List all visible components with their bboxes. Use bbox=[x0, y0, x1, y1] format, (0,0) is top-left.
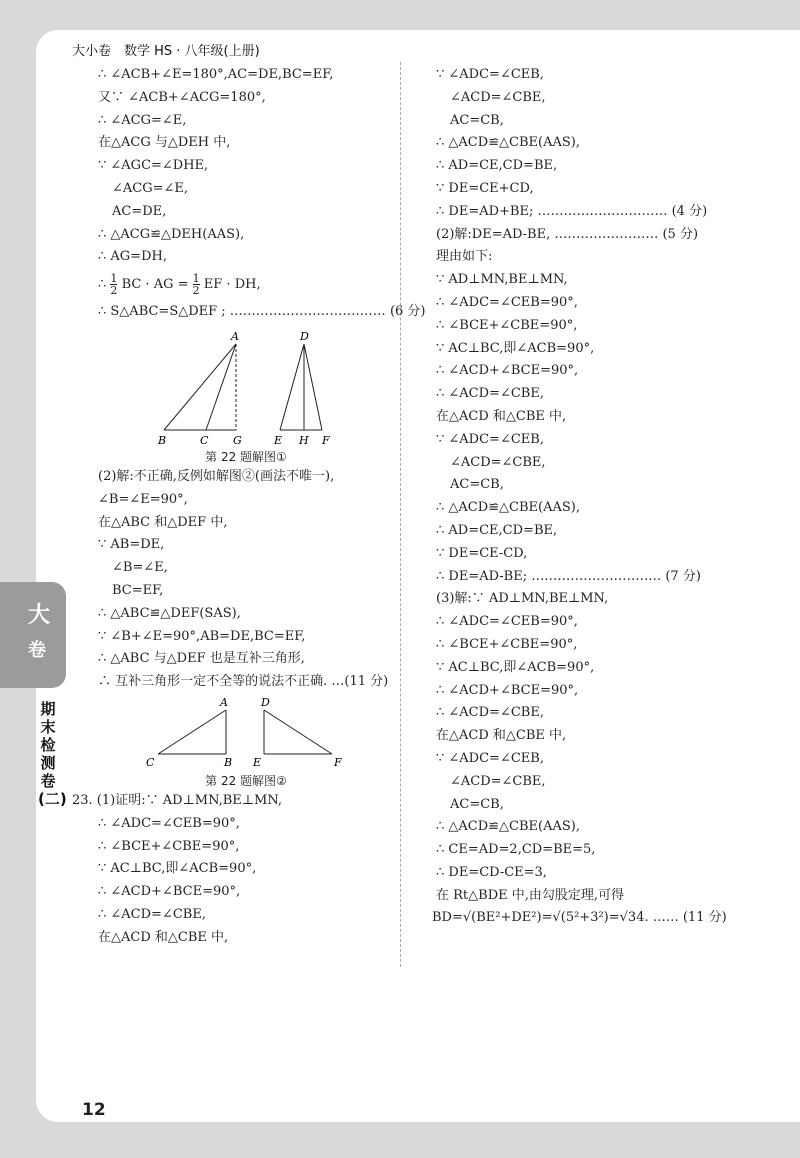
text-line: ∵ DE=CE-CD, bbox=[436, 545, 528, 561]
text-line: ∵ ∠ADC=∠CEB, bbox=[436, 750, 544, 766]
text-line: ∵ AD⊥MN,BE⊥MN, bbox=[436, 272, 568, 288]
text-line: (2)解:DE=AD-BE, …………………… (5 分) bbox=[436, 226, 699, 242]
text-line: ∴ △ABC 与△DEF 也是互补三角形, bbox=[98, 651, 305, 667]
text-line: ∴ AD=CE,CD=BE, bbox=[436, 158, 558, 174]
text-line: ∴ 互补三角形一定不全等的说法不正确. …(11 分) bbox=[98, 674, 389, 690]
text-line: ∵ DE=CE+CD, bbox=[436, 180, 534, 196]
fraction-middle: BC · AG = bbox=[121, 277, 189, 293]
text-line: ∴ ∠ACD+∠BCE=90°, bbox=[436, 682, 579, 698]
text-line: ∴ △ABC≌△DEF(SAS), bbox=[98, 605, 241, 621]
line-DF bbox=[304, 344, 322, 430]
text-line: ∴ DE=CD-CE=3, bbox=[436, 864, 547, 880]
figure-22-2-svg bbox=[98, 694, 394, 772]
text-line: ∴ ∠BCE+∠CBE=90°, bbox=[436, 317, 578, 333]
figure-22-1-svg bbox=[98, 324, 394, 448]
text-line: 在△ACD 和△CBE 中, bbox=[98, 929, 229, 945]
text-line: ∵ AB=DE, bbox=[98, 537, 165, 553]
column-divider bbox=[400, 62, 401, 967]
text-line: 在△ABC 和△DEF 中, bbox=[98, 514, 228, 530]
left-lines-c bbox=[72, 790, 394, 950]
label-B: B bbox=[158, 433, 167, 447]
page-header: 大小卷 数学 HS · 八年级(上册) bbox=[72, 44, 260, 59]
label-A: A bbox=[231, 329, 239, 343]
text-line: ∵ ∠AGC=∠DHE, bbox=[98, 158, 209, 174]
text-line: AC=CB, bbox=[450, 796, 504, 812]
text-line: 在△ACD 和△CBE 中, bbox=[436, 408, 567, 424]
fraction-half-2 bbox=[193, 273, 200, 296]
label-F: F bbox=[322, 433, 330, 447]
text-line: ∴ △ACG≌△DEH(AAS), bbox=[98, 226, 245, 242]
text-line: 在△ACD 和△CBE 中, bbox=[436, 728, 567, 744]
text-line: 理由如下: bbox=[436, 249, 493, 265]
side-tab-small-char: 卷 bbox=[28, 640, 46, 661]
text-line: ∵ ∠ADC=∠CEB, bbox=[436, 67, 544, 82]
left-column bbox=[72, 64, 426, 950]
text-line: ∴ DE=AD-BE; ………………………… (7 分) bbox=[436, 568, 701, 584]
label-B: B bbox=[224, 755, 233, 769]
right-column bbox=[432, 64, 780, 930]
text-line: ∴ ∠ACG=∠E, bbox=[98, 112, 187, 128]
fraction-prefix: ∴ bbox=[98, 277, 107, 293]
label-C: C bbox=[200, 433, 209, 447]
text-line: ∠ACD=∠CBE, bbox=[450, 89, 546, 105]
text-line: ∴ ∠BCE+∠CBE=90°, bbox=[436, 636, 578, 652]
left-lines-b bbox=[98, 466, 394, 694]
text-line: ∴ △ACD≌△CBE(AAS), bbox=[436, 500, 580, 516]
text-line: AC=CB, bbox=[450, 477, 504, 493]
text-line: ∴ ∠ADC=∠CEB=90°, bbox=[436, 614, 578, 630]
label-F: F bbox=[334, 755, 342, 769]
text-line: ∴ AD=CE,CD=BE, bbox=[436, 522, 558, 538]
line-DF bbox=[264, 710, 332, 754]
figure-22-2-caption: 第 22 题解图② bbox=[205, 773, 287, 788]
fraction-denominator: 2 bbox=[110, 284, 118, 298]
text-line: ∴ △ACD≌△CBE(AAS), bbox=[436, 135, 580, 151]
text-line: 在△ACG 与△DEH 中, bbox=[98, 135, 231, 151]
text-line: ∵ AC⊥BC,即∠ACB=90°, bbox=[436, 340, 595, 356]
text-line: ∴ ∠ACD+∠BCE=90°, bbox=[98, 884, 241, 900]
fraction-half-1 bbox=[110, 273, 117, 296]
text-line: (2)解:不正确,反例如解图②(画法不唯一), bbox=[98, 468, 335, 484]
area-equality-line: ∴ S△ABC=S△DEF ; ……………………………… (6 分) bbox=[98, 304, 426, 320]
label-H: H bbox=[299, 433, 309, 447]
left-lines-a bbox=[98, 64, 394, 269]
fraction-numerator: 1 bbox=[192, 272, 200, 286]
text-line: ∵ AC⊥BC,即∠ACB=90°, bbox=[98, 861, 257, 877]
text-line: AC=CB, bbox=[450, 112, 504, 128]
line-CA bbox=[206, 344, 236, 430]
label-D: D bbox=[261, 695, 270, 709]
figure-22-2 bbox=[98, 694, 394, 790]
text-line: ∠B=∠E=90°, bbox=[98, 491, 188, 507]
text-line: ∴ ∠BCE+∠CBE=90°, bbox=[98, 838, 240, 854]
text-line: ∴ △ACD≌△CBE(AAS), bbox=[436, 819, 580, 835]
text-line: (3)解:∵ AD⊥MN,BE⊥MN, bbox=[436, 591, 609, 607]
line-CA bbox=[158, 710, 226, 754]
fraction-denominator: 2 bbox=[192, 284, 200, 298]
text-line: ∵ ∠ADC=∠CEB, bbox=[436, 431, 544, 447]
text-line: ∴ ∠ACD+∠BCE=90°, bbox=[436, 363, 579, 379]
text-line: ∴ ∠ADC=∠CEB=90°, bbox=[98, 815, 240, 831]
side-tab-big-char: 大 bbox=[28, 603, 51, 628]
figure-22-1-caption: 第 22 题解图① bbox=[205, 449, 287, 464]
label-D: D bbox=[300, 329, 309, 343]
label-C: C bbox=[146, 755, 155, 769]
page-number: 12 bbox=[82, 1100, 106, 1120]
text-line: 在 Rt△BDE 中,由勾股定理,可得 bbox=[436, 887, 625, 903]
text-line: ∵ AC⊥BC,即∠ACB=90°, bbox=[436, 659, 595, 675]
label-A: A bbox=[220, 695, 228, 709]
side-vertical-title: 期末检测卷(二) bbox=[38, 700, 67, 808]
label-E: E bbox=[253, 755, 262, 769]
figure-22-1 bbox=[98, 324, 394, 466]
text-line: ∴ ∠ACB+∠E=180°,AC=DE,BC=EF, bbox=[98, 67, 334, 82]
label-G: G bbox=[233, 433, 242, 447]
text-line: ∵ ∠B+∠E=90°,AB=DE,BC=EF, bbox=[98, 628, 306, 644]
text-line: ∴ AG=DH, bbox=[98, 249, 167, 265]
text-line: ∴ ∠ADC=∠CEB=90°, bbox=[436, 294, 578, 310]
text-line: ∠ACD=∠CBE, bbox=[450, 454, 546, 470]
text-line: ∠ACG=∠E, bbox=[112, 180, 189, 196]
fraction-numerator: 1 bbox=[110, 272, 118, 286]
fraction-line bbox=[98, 269, 394, 301]
bd-result-line: BD=√(BE²+DE²)=√(5²+3²)=√34. …… (11 分) bbox=[432, 910, 727, 926]
line-DE bbox=[280, 344, 304, 430]
text-line: ∴ ∠ACD=∠CBE, bbox=[436, 386, 544, 402]
text-line: ∠B=∠E, bbox=[112, 560, 168, 576]
text-line: ∠ACD=∠CBE, bbox=[450, 773, 546, 789]
text-line: ∴ DE=AD+BE; ………………………… (4 分) bbox=[436, 203, 708, 219]
text-line: 又∵ ∠ACB+∠ACG=180°, bbox=[98, 89, 266, 105]
text-line: AC=DE, bbox=[112, 203, 167, 219]
text-line: ∴ CE=AD=2,CD=BE=5, bbox=[436, 842, 596, 858]
text-line: ∴ ∠ACD=∠CBE, bbox=[98, 906, 206, 922]
text-line: ∴ ∠ACD=∠CBE, bbox=[436, 705, 544, 721]
fraction-end: EF · DH, bbox=[203, 277, 261, 293]
side-tab bbox=[0, 582, 66, 688]
text-line: BC=EF, bbox=[112, 582, 164, 598]
line-BA bbox=[164, 344, 236, 430]
problem-23-start: 23. (1)证明:∵ AD⊥MN,BE⊥MN, bbox=[72, 792, 283, 808]
label-E: E bbox=[274, 433, 283, 447]
